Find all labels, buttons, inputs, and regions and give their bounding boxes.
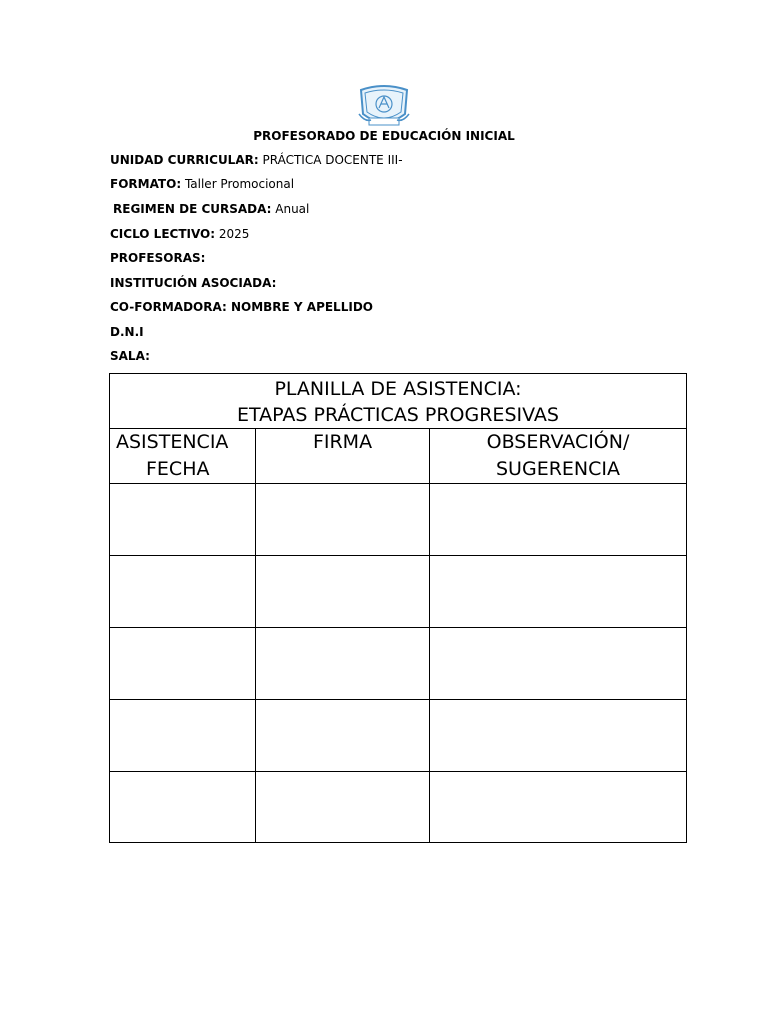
field-unidad-curricular: UNIDAD CURRICULAR: PRÁCTICA DOCENTE III- <box>110 153 403 167</box>
cell-firma[interactable] <box>256 556 430 628</box>
table-title-line2: ETAPAS PRÁCTICAS PROGRESIVAS <box>237 404 559 426</box>
header-asistencia-fecha: ASISTENCIA FECHA <box>110 429 256 484</box>
cell-observacion[interactable] <box>430 484 687 556</box>
field-profesoras: PROFESORAS: <box>110 251 206 265</box>
cell-firma[interactable] <box>256 700 430 772</box>
field-institucion-asociada: INSTITUCIÓN ASOCIADA: <box>110 276 277 290</box>
cell-observacion[interactable] <box>430 628 687 700</box>
field-sala: SALA: <box>110 349 150 363</box>
cell-observacion[interactable] <box>430 556 687 628</box>
cell-observacion[interactable] <box>430 700 687 772</box>
institution-title: PROFESORADO DE EDUCACIÓN INICIAL <box>253 129 515 143</box>
table-title <box>110 374 687 429</box>
header-firma: FIRMA <box>256 429 430 484</box>
table-row <box>110 484 687 556</box>
institution-logo <box>357 84 411 130</box>
cell-fecha[interactable] <box>110 484 256 556</box>
field-dni: D.N.I <box>110 325 144 339</box>
table-row <box>110 772 687 843</box>
field-ciclo-lectivo: CICLO LECTIVO: 2025 <box>110 227 250 241</box>
table-row <box>110 628 687 700</box>
cell-firma[interactable] <box>256 484 430 556</box>
table-row <box>110 700 687 772</box>
cell-observacion[interactable] <box>430 772 687 843</box>
table-row <box>110 556 687 628</box>
cell-fecha[interactable] <box>110 772 256 843</box>
header-observacion: OBSERVACIÓN/ SUGERENCIA <box>430 429 687 484</box>
field-formato: FORMATO: Taller Promocional <box>110 177 295 191</box>
cell-fecha[interactable] <box>110 628 256 700</box>
field-regimen-cursada: REGIMEN DE CURSADA: Anual <box>113 202 310 216</box>
table-title-line1: PLANILLA DE ASISTENCIA: <box>274 378 522 400</box>
cell-fecha[interactable] <box>110 556 256 628</box>
cell-fecha[interactable] <box>110 700 256 772</box>
cell-firma[interactable] <box>256 628 430 700</box>
attendance-table <box>109 373 687 843</box>
field-co-formadora: CO-FORMADORA: NOMBRE Y APELLIDO <box>110 300 373 314</box>
cell-firma[interactable] <box>256 772 430 843</box>
